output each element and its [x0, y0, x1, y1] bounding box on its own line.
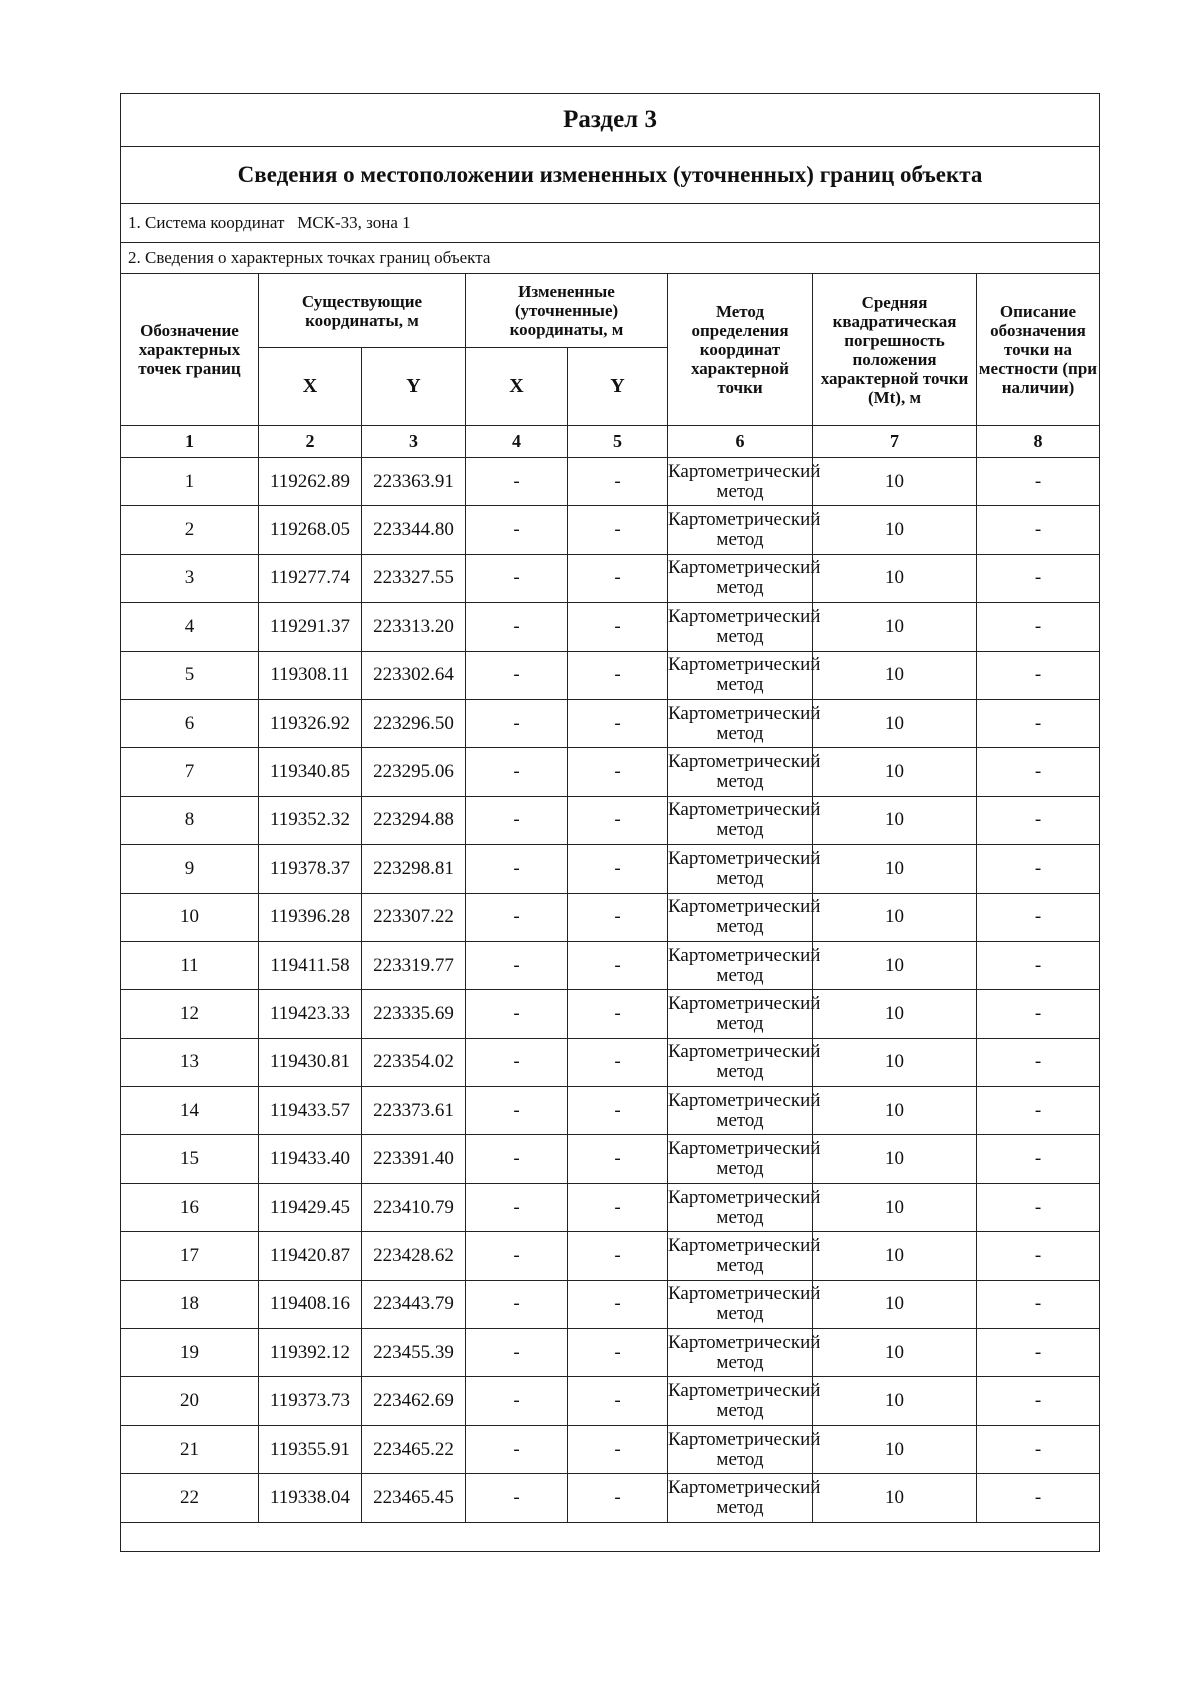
method-cell: Картометрический метод: [668, 458, 813, 506]
coordinate-system-label: 1. Система координат: [128, 213, 285, 232]
description-cell: -: [977, 1474, 1100, 1522]
section-title: Раздел 3: [121, 94, 1100, 147]
method-cell: Картометрический метод: [668, 506, 813, 554]
existing-y-cell: 223335.69: [362, 990, 466, 1038]
point-number-cell: 1: [121, 458, 259, 506]
description-cell: -: [977, 1425, 1100, 1473]
existing-y-cell: 223354.02: [362, 1038, 466, 1086]
error-value-cell: 10: [813, 1038, 977, 1086]
method-cell: Картометрический метод: [668, 1087, 813, 1135]
section-subtitle: Сведения о местоположении измененных (уточненных) границ объекта: [121, 147, 1100, 204]
header-method: Метод определения координат характерной точки: [668, 274, 813, 426]
existing-y-cell: 223302.64: [362, 651, 466, 699]
description-cell: -: [977, 603, 1100, 651]
table-row: [121, 796, 1100, 844]
point-number-cell: 14: [121, 1087, 259, 1135]
description-cell: -: [977, 1087, 1100, 1135]
header-changed-x: X: [466, 348, 568, 426]
points-heading: 2. Сведения о характерных точках границ объекта: [121, 243, 1100, 274]
error-value-cell: 10: [813, 1135, 977, 1183]
error-value-cell: 10: [813, 1474, 977, 1522]
column-number: 1: [121, 426, 259, 458]
existing-x-cell: 119262.89: [259, 458, 362, 506]
point-number-cell: 5: [121, 651, 259, 699]
table-row: [121, 506, 1100, 554]
method-cell: Картометрический метод: [668, 1377, 813, 1425]
changed-y-cell: -: [568, 651, 668, 699]
changed-x-cell: -: [466, 941, 568, 989]
method-cell: Картометрический метод: [668, 748, 813, 796]
existing-y-cell: 223298.81: [362, 845, 466, 893]
point-number-cell: 6: [121, 699, 259, 747]
error-value-cell: 10: [813, 990, 977, 1038]
header-existing-x: X: [259, 348, 362, 426]
point-number-cell: 3: [121, 554, 259, 602]
existing-x-cell: 119433.57: [259, 1087, 362, 1135]
description-cell: -: [977, 554, 1100, 602]
changed-y-cell: -: [568, 1425, 668, 1473]
error-value-cell: 10: [813, 941, 977, 989]
description-cell: -: [977, 651, 1100, 699]
point-number-cell: 4: [121, 603, 259, 651]
changed-x-cell: -: [466, 651, 568, 699]
changed-x-cell: -: [466, 554, 568, 602]
table-row: [121, 1425, 1100, 1473]
existing-x-cell: 119268.05: [259, 506, 362, 554]
existing-y-cell: 223465.22: [362, 1425, 466, 1473]
method-cell: Картометрический метод: [668, 1280, 813, 1328]
existing-y-cell: 223373.61: [362, 1087, 466, 1135]
error-value-cell: 10: [813, 1183, 977, 1231]
changed-y-cell: -: [568, 1232, 668, 1280]
existing-y-cell: 223428.62: [362, 1232, 466, 1280]
changed-x-cell: -: [466, 748, 568, 796]
changed-y-cell: -: [568, 1280, 668, 1328]
header-description: Описание обозначения точки на местности (при наличии): [977, 274, 1100, 426]
table-row: [121, 990, 1100, 1038]
table-row: [121, 1232, 1100, 1280]
existing-y-cell: 223455.39: [362, 1329, 466, 1377]
table-row: [121, 1087, 1100, 1135]
column-number: 8: [977, 426, 1100, 458]
column-number: 2: [259, 426, 362, 458]
empty-cell: [121, 1522, 1100, 1551]
description-cell: -: [977, 1135, 1100, 1183]
method-cell: Картометрический метод: [668, 941, 813, 989]
existing-x-cell: 119308.11: [259, 651, 362, 699]
header-designation: Обозначение характерных точек границ: [121, 274, 259, 426]
changed-x-cell: -: [466, 1087, 568, 1135]
error-value-cell: 10: [813, 893, 977, 941]
column-number: 4: [466, 426, 568, 458]
point-number-cell: 22: [121, 1474, 259, 1522]
table-row: [121, 1329, 1100, 1377]
changed-x-cell: -: [466, 1474, 568, 1522]
existing-x-cell: 119373.73: [259, 1377, 362, 1425]
point-number-cell: 20: [121, 1377, 259, 1425]
error-value-cell: 10: [813, 699, 977, 747]
table-row: [121, 554, 1100, 602]
changed-x-cell: -: [466, 699, 568, 747]
point-number-cell: 10: [121, 893, 259, 941]
description-cell: -: [977, 796, 1100, 844]
point-number-cell: 19: [121, 1329, 259, 1377]
error-value-cell: 10: [813, 1280, 977, 1328]
existing-x-cell: 119277.74: [259, 554, 362, 602]
table-row: [121, 893, 1100, 941]
description-cell: -: [977, 1183, 1100, 1231]
changed-y-cell: -: [568, 554, 668, 602]
error-value-cell: 10: [813, 1377, 977, 1425]
changed-y-cell: -: [568, 506, 668, 554]
description-cell: -: [977, 941, 1100, 989]
existing-y-cell: 223319.77: [362, 941, 466, 989]
method-cell: Картометрический метод: [668, 1038, 813, 1086]
method-cell: Картометрический метод: [668, 1329, 813, 1377]
error-value-cell: 10: [813, 1232, 977, 1280]
changed-x-cell: -: [466, 1183, 568, 1231]
coordinate-system-value: МСК-33, зона 1: [297, 213, 411, 232]
header-existing-coordinates: Существующие координаты, м: [259, 274, 466, 348]
existing-x-cell: 119408.16: [259, 1280, 362, 1328]
changed-y-cell: -: [568, 1183, 668, 1231]
existing-x-cell: 119396.28: [259, 893, 362, 941]
changed-y-cell: -: [568, 1038, 668, 1086]
header-existing-y: Y: [362, 348, 466, 426]
existing-x-cell: 119355.91: [259, 1425, 362, 1473]
point-number-cell: 16: [121, 1183, 259, 1231]
changed-x-cell: -: [466, 1135, 568, 1183]
table-row: [121, 1474, 1100, 1522]
error-value-cell: 10: [813, 458, 977, 506]
table-row: [121, 651, 1100, 699]
method-cell: Картометрический метод: [668, 651, 813, 699]
error-value-cell: 10: [813, 1425, 977, 1473]
existing-y-cell: 223465.45: [362, 1474, 466, 1522]
changed-y-cell: -: [568, 1087, 668, 1135]
error-value-cell: 10: [813, 506, 977, 554]
existing-y-cell: 223295.06: [362, 748, 466, 796]
method-cell: Картометрический метод: [668, 554, 813, 602]
changed-y-cell: -: [568, 1135, 668, 1183]
existing-x-cell: 119420.87: [259, 1232, 362, 1280]
changed-x-cell: -: [466, 796, 568, 844]
column-number: 3: [362, 426, 466, 458]
existing-y-cell: 223296.50: [362, 699, 466, 747]
point-number-cell: 18: [121, 1280, 259, 1328]
column-number: 5: [568, 426, 668, 458]
column-number-row: [121, 426, 1100, 458]
method-cell: Картометрический метод: [668, 990, 813, 1038]
error-value-cell: 10: [813, 796, 977, 844]
existing-x-cell: 119378.37: [259, 845, 362, 893]
point-number-cell: 13: [121, 1038, 259, 1086]
point-number-cell: 8: [121, 796, 259, 844]
changed-x-cell: -: [466, 1232, 568, 1280]
table-row: [121, 1183, 1100, 1231]
changed-y-cell: -: [568, 1474, 668, 1522]
changed-x-cell: -: [466, 1377, 568, 1425]
method-cell: Картометрический метод: [668, 1135, 813, 1183]
error-value-cell: 10: [813, 1087, 977, 1135]
existing-x-cell: 119291.37: [259, 603, 362, 651]
changed-y-cell: -: [568, 699, 668, 747]
boundary-points-table: [120, 93, 1100, 1552]
existing-y-cell: 223313.20: [362, 603, 466, 651]
table-row: [121, 1280, 1100, 1328]
point-number-cell: 15: [121, 1135, 259, 1183]
table-body: [121, 458, 1100, 1523]
method-cell: Картометрический метод: [668, 1183, 813, 1231]
description-cell: -: [977, 845, 1100, 893]
document-sheet: [120, 93, 1099, 1552]
existing-x-cell: 119430.81: [259, 1038, 362, 1086]
error-value-cell: 10: [813, 554, 977, 602]
changed-y-cell: -: [568, 796, 668, 844]
table-row: [121, 941, 1100, 989]
existing-x-cell: 119429.45: [259, 1183, 362, 1231]
description-cell: -: [977, 1280, 1100, 1328]
method-cell: Картометрический метод: [668, 1425, 813, 1473]
changed-x-cell: -: [466, 506, 568, 554]
changed-x-cell: -: [466, 1038, 568, 1086]
table-row: [121, 603, 1100, 651]
table-row: [121, 1377, 1100, 1425]
method-cell: Картометрический метод: [668, 699, 813, 747]
method-cell: Картометрический метод: [668, 603, 813, 651]
changed-x-cell: -: [466, 1329, 568, 1377]
description-cell: -: [977, 458, 1100, 506]
existing-x-cell: 119340.85: [259, 748, 362, 796]
existing-y-cell: 223344.80: [362, 506, 466, 554]
changed-x-cell: -: [466, 458, 568, 506]
point-number-cell: 9: [121, 845, 259, 893]
description-cell: -: [977, 1329, 1100, 1377]
changed-x-cell: -: [466, 1425, 568, 1473]
description-cell: -: [977, 699, 1100, 747]
error-value-cell: 10: [813, 748, 977, 796]
error-value-cell: 10: [813, 845, 977, 893]
changed-y-cell: -: [568, 748, 668, 796]
method-cell: Картометрический метод: [668, 1474, 813, 1522]
description-cell: -: [977, 1038, 1100, 1086]
table-row: [121, 845, 1100, 893]
existing-x-cell: 119326.92: [259, 699, 362, 747]
changed-y-cell: -: [568, 893, 668, 941]
column-number: 6: [668, 426, 813, 458]
existing-x-cell: 119352.32: [259, 796, 362, 844]
existing-y-cell: 223363.91: [362, 458, 466, 506]
point-number-cell: 7: [121, 748, 259, 796]
changed-y-cell: -: [568, 990, 668, 1038]
table-row: [121, 458, 1100, 506]
description-cell: -: [977, 506, 1100, 554]
existing-y-cell: 223410.79: [362, 1183, 466, 1231]
header-changed-coordinates: Измененные (уточненные) координаты, м: [466, 274, 668, 348]
method-cell: Картометрический метод: [668, 845, 813, 893]
changed-x-cell: -: [466, 845, 568, 893]
changed-y-cell: -: [568, 941, 668, 989]
changed-x-cell: -: [466, 990, 568, 1038]
column-number: 7: [813, 426, 977, 458]
method-cell: Картометрический метод: [668, 796, 813, 844]
description-cell: -: [977, 990, 1100, 1038]
header-changed-y: Y: [568, 348, 668, 426]
point-number-cell: 17: [121, 1232, 259, 1280]
method-cell: Картометрический метод: [668, 893, 813, 941]
existing-y-cell: 223391.40: [362, 1135, 466, 1183]
changed-y-cell: -: [568, 458, 668, 506]
error-value-cell: 10: [813, 651, 977, 699]
changed-y-cell: -: [568, 603, 668, 651]
table-row: [121, 1135, 1100, 1183]
existing-x-cell: 119411.58: [259, 941, 362, 989]
point-number-cell: 2: [121, 506, 259, 554]
changed-y-cell: -: [568, 1377, 668, 1425]
description-cell: -: [977, 1377, 1100, 1425]
changed-x-cell: -: [466, 893, 568, 941]
method-cell: Картометрический метод: [668, 1232, 813, 1280]
changed-y-cell: -: [568, 845, 668, 893]
existing-y-cell: 223307.22: [362, 893, 466, 941]
table-row: [121, 748, 1100, 796]
description-cell: -: [977, 893, 1100, 941]
empty-row: [121, 1522, 1100, 1551]
changed-y-cell: -: [568, 1329, 668, 1377]
point-number-cell: 11: [121, 941, 259, 989]
description-cell: -: [977, 1232, 1100, 1280]
error-value-cell: 10: [813, 603, 977, 651]
error-value-cell: 10: [813, 1329, 977, 1377]
changed-x-cell: -: [466, 603, 568, 651]
header-error: Средняя квадратическая погрешность положения характерной точки (Mt), м: [813, 274, 977, 426]
existing-x-cell: 119433.40: [259, 1135, 362, 1183]
existing-y-cell: 223294.88: [362, 796, 466, 844]
existing-x-cell: 119423.33: [259, 990, 362, 1038]
existing-y-cell: 223327.55: [362, 554, 466, 602]
point-number-cell: 21: [121, 1425, 259, 1473]
table-row: [121, 1038, 1100, 1086]
existing-y-cell: 223443.79: [362, 1280, 466, 1328]
existing-x-cell: 119338.04: [259, 1474, 362, 1522]
changed-x-cell: -: [466, 1280, 568, 1328]
description-cell: -: [977, 748, 1100, 796]
existing-x-cell: 119392.12: [259, 1329, 362, 1377]
table-row: [121, 699, 1100, 747]
coordinate-system-row: [121, 204, 1100, 243]
point-number-cell: 12: [121, 990, 259, 1038]
existing-y-cell: 223462.69: [362, 1377, 466, 1425]
